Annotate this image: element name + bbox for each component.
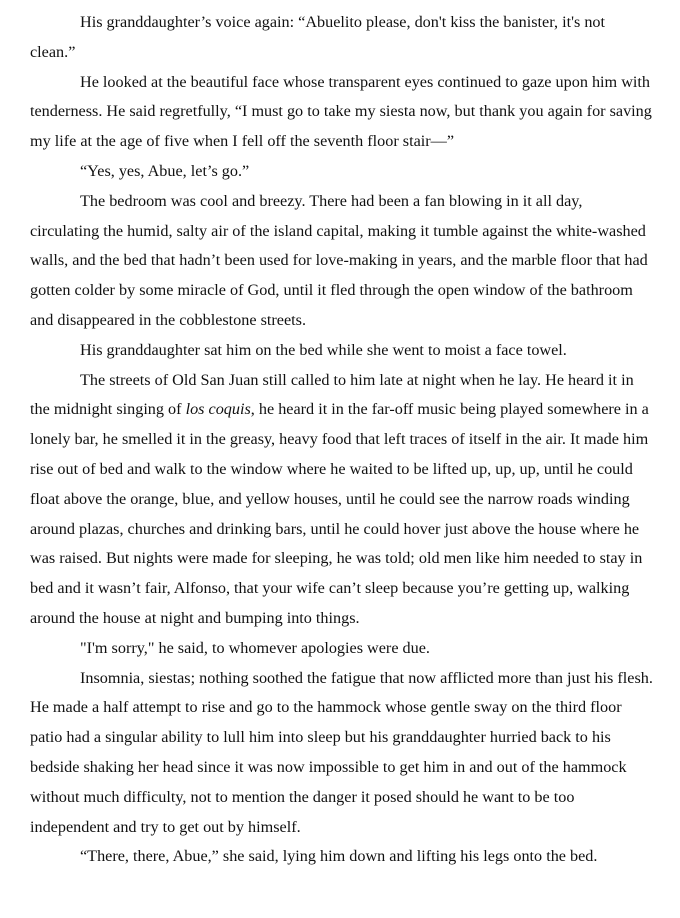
paragraph-6-text-after: , he heard it in the far-off music being played somewhere in a lonely bar, he smelled it in the greasy, heavy food that left traces of itself in the air. It made him rise out of bed and walk to the window where he waited to be lifted up, up, up, until he could float above the orange, blue, and yellow houses, until he could see the narrow roads winding around plazas, churches and drinking bars, until he could hover just above the house where he was raised. But nights were made for sleeping, he was told; old men like him needed to stay in bed and it wasn’t fair, Alfonso, that your wife can’t sleep because you’re getting up, walking around the house at night and bumping into things. xyxy=(30,400,649,627)
paragraph-3: “Yes, yes, Abue, let’s go.” xyxy=(80,161,250,180)
paragraph-1: His granddaughter’s voice again: “Abuelito please, don't kiss the banister, it's not clean.” xyxy=(30,13,606,61)
document-page xyxy=(30,8,654,872)
paragraph-7: "I'm sorry," he said, to whomever apologies were due. xyxy=(80,638,430,657)
paragraph-6-italic-phrase: los coquis xyxy=(185,400,251,419)
paragraph-8: Insomnia, siestas; nothing soothed the fatigue that now afflicted more than just his flesh. He made a half attempt to rise and go to the hammock whose gentle sway on the third floor patio had a singular ability to lull him into sleep but his granddaughter hurried back to his bedside shaking her head since it was now impossible to get him in and out of the hammock without much difficulty, not to mention the danger it posed should he want to be too independent and try to get out by himself. xyxy=(30,668,653,836)
paragraph-9: “There, there, Abue,” she said, lying him down and lifting his legs onto the bed. xyxy=(80,847,598,866)
paragraph-4: The bedroom was cool and breezy. There had been a fan blowing in it all day, circulating the humid, salty air of the island capital, making it tumble against the white-washed walls, and the bed that hadn’t been used for love-making in years, and the marble floor that had gotten colder by some miracle of God, until it fled through the open window of the bathroom and disappeared in the cobblestone streets. xyxy=(30,191,648,329)
paragraph-5: His granddaughter sat him on the bed while she went to moist a face towel. xyxy=(80,340,567,359)
paragraph-6 xyxy=(30,366,654,634)
paragraph-2: He looked at the beautiful face whose transparent eyes continued to gaze upon him with tenderness. He said regretfully, “I must go to take my siesta now, but thank you again for saving my life at the age of five when I fell off the seventh floor stair—” xyxy=(30,72,652,151)
paragraph-6-text-before: The streets of Old San Juan still called to him late at night when he lay. He heard it in the midnight singing of xyxy=(30,370,634,419)
